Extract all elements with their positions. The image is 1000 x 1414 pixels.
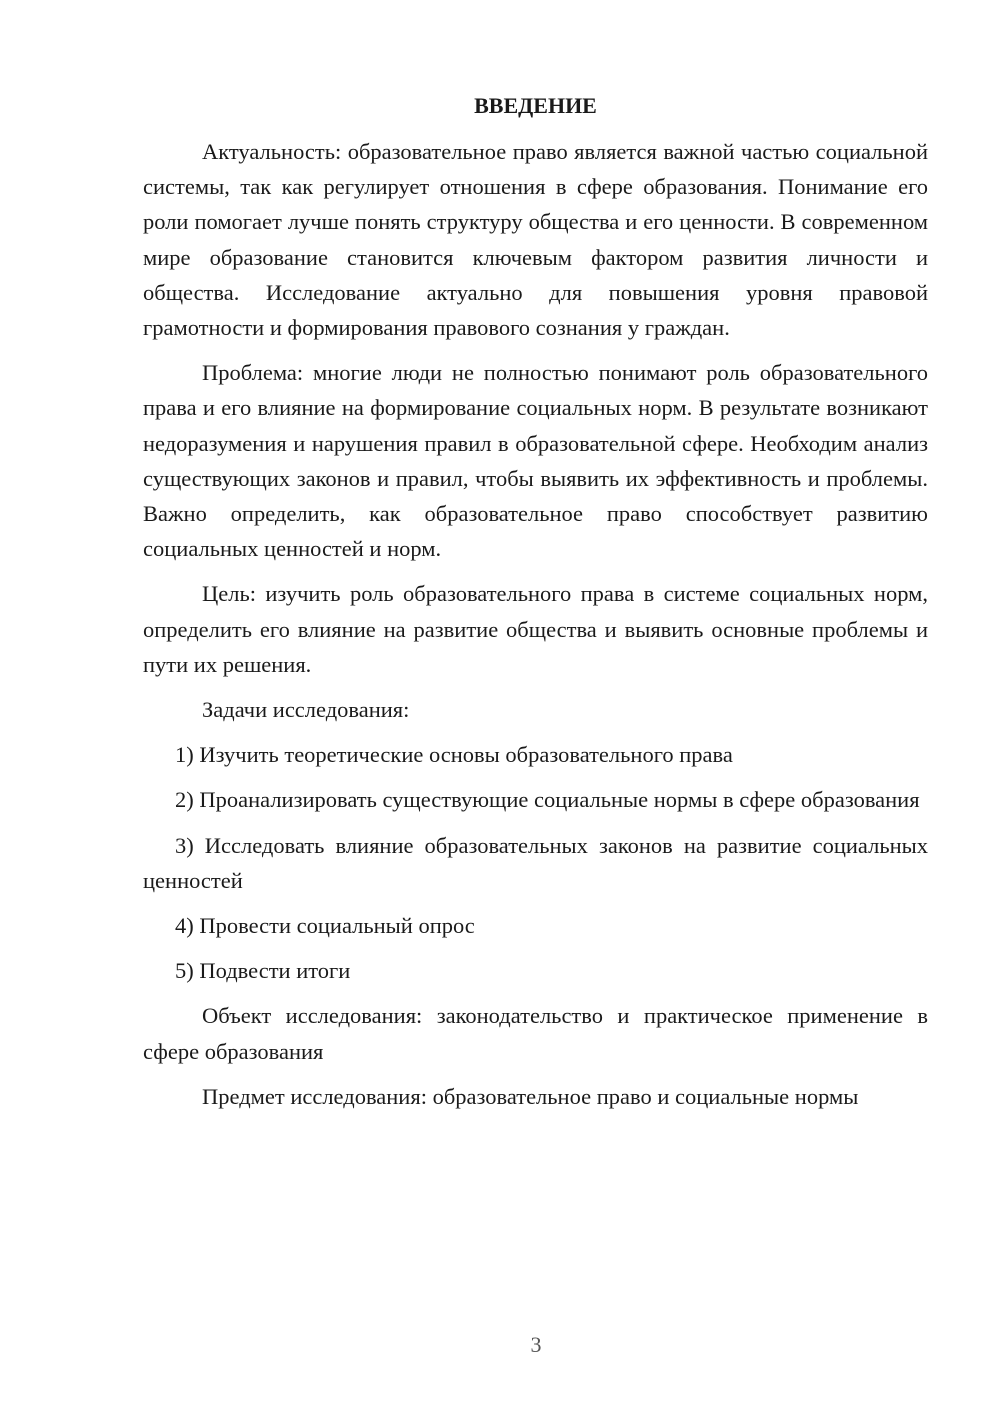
subject-paragraph: Предмет исследования: образовательное право и социальные нормы xyxy=(202,1083,859,1109)
object-paragraph: Объект исследования: законодательство и практическое применение в сфере образования xyxy=(143,1003,928,1064)
page-number: 3 xyxy=(530,1332,542,1357)
task-item: 2) Проанализировать существующие социальные нормы в сфере образования xyxy=(175,787,920,813)
task-item: 3) Исследовать влияние образовательных законов на развитие социальных ценностей xyxy=(143,832,928,893)
goal-paragraph: Цель: изучить роль образовательного права в системе социальных норм, определить его влияние на развитие общества и выявить основные проблемы и пути их решения. xyxy=(143,581,928,677)
document-page xyxy=(143,88,928,1124)
task-item: 5) Подвести итоги xyxy=(175,958,351,984)
task-item: 4) Провести социальный опрос xyxy=(175,913,475,939)
section-title: ВВЕДЕНИЕ xyxy=(474,93,597,118)
relevance-paragraph: Актуальность: образовательное право является важной частью социальной системы, так как регулирует отношения в сфере образования. Понимание его роли помогает лучше понять структуру общества и его ценности. В современном мире образование становится ключевым фактором развития личности и общества. Исследование актуально для повышения уровня правовой грамотности и формирования правового сознания у граждан. xyxy=(143,139,928,341)
problem-paragraph: Проблема: многие люди не полностью понимают роль образовательного права и его влияние на формирование социальных норм. В результате возникают недоразумения и нарушения правил в образовательной сфере. Необходим анализ существующих законов и правил, чтобы выявить их эффективность и проблемы. Важно определить, как образовательное право способствует развитию социальных ценностей и норм. xyxy=(143,360,928,562)
tasks-heading: Задачи исследования: xyxy=(202,697,410,723)
task-item: 1) Изучить теоретические основы образовательного права xyxy=(175,742,733,768)
